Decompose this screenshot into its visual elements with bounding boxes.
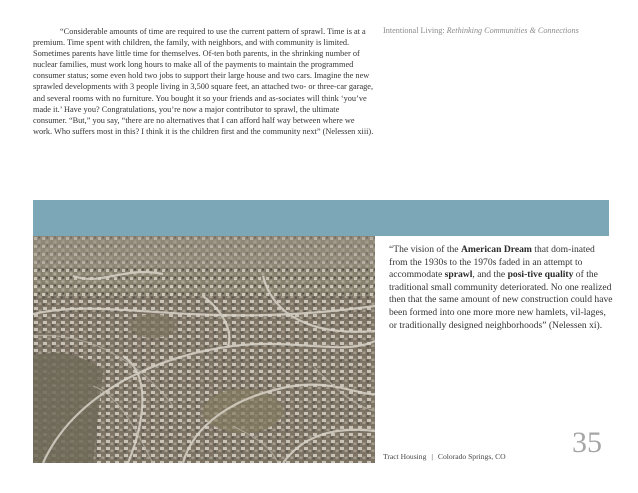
caption-subject: Tract Housing [383, 452, 427, 461]
caption-separator: | [431, 452, 433, 461]
pull-quote-bold-2: sprawl [444, 269, 473, 281]
body-quote [33, 26, 375, 137]
pull-quote-text-3: , and the [472, 269, 508, 281]
aerial-photo-tract-housing [33, 236, 375, 463]
header-title-plain: Intentional Living: [383, 26, 447, 35]
pull-quote-text-4: of the traditional small community deteriorated. No one realized then that the same amount of new construction could have been formed into one more more new hamlets, vil-lages, or traditionally designed neighborhoods” (Nelessen xi). [389, 269, 613, 331]
pull-quote-bold-3: posi-tive quality [507, 269, 574, 281]
photo-caption [383, 452, 506, 461]
page-number: 35 [572, 426, 602, 459]
blue-band [33, 200, 609, 236]
pull-quote [389, 244, 615, 332]
pull-quote-text-1: “The vision of the [389, 244, 461, 255]
header-title-italic: Rethinking Communities & Connections [446, 26, 579, 35]
pull-quote-bold-1: American Dream [460, 244, 532, 255]
body-quote-text: “Considerable amounts of time are required to use the current pattern of sprawl. Time is at a premium. Time spent with children, the family, with neighbors, and with community is limited. Sometimes parents have little time for themselves. Of-ten both parents, in the shrinking number of nuclear families, must work long hours to make all of the payments to maintain the programmed consumer status; some even hold two jobs to support their large house and two cars. Imagine the new sprawled developments with 3 people living in 3,500 square feet, an attached two- or three-car garage, and several rooms with no furniture. You bought it so your friends and as-sociates will think ‘you’ve made it.’ Have you? Congratulations, you’re now a major contributor to sprawl, the ultimate consumer. “But,” you say, “there are no alternatives that I can afford half way between where we work. Who suffers most in this? I think it is the children first and the community next” (Nelessen xiii). [33, 27, 374, 136]
running-header [383, 26, 628, 36]
caption-location: Colorado Springs, CO [437, 452, 506, 461]
pull-quote-text-2: that dom-inated from the 1930s to the 1970s faded in an attempt to accommodate [389, 244, 595, 281]
aerial-photo-art [33, 236, 375, 463]
